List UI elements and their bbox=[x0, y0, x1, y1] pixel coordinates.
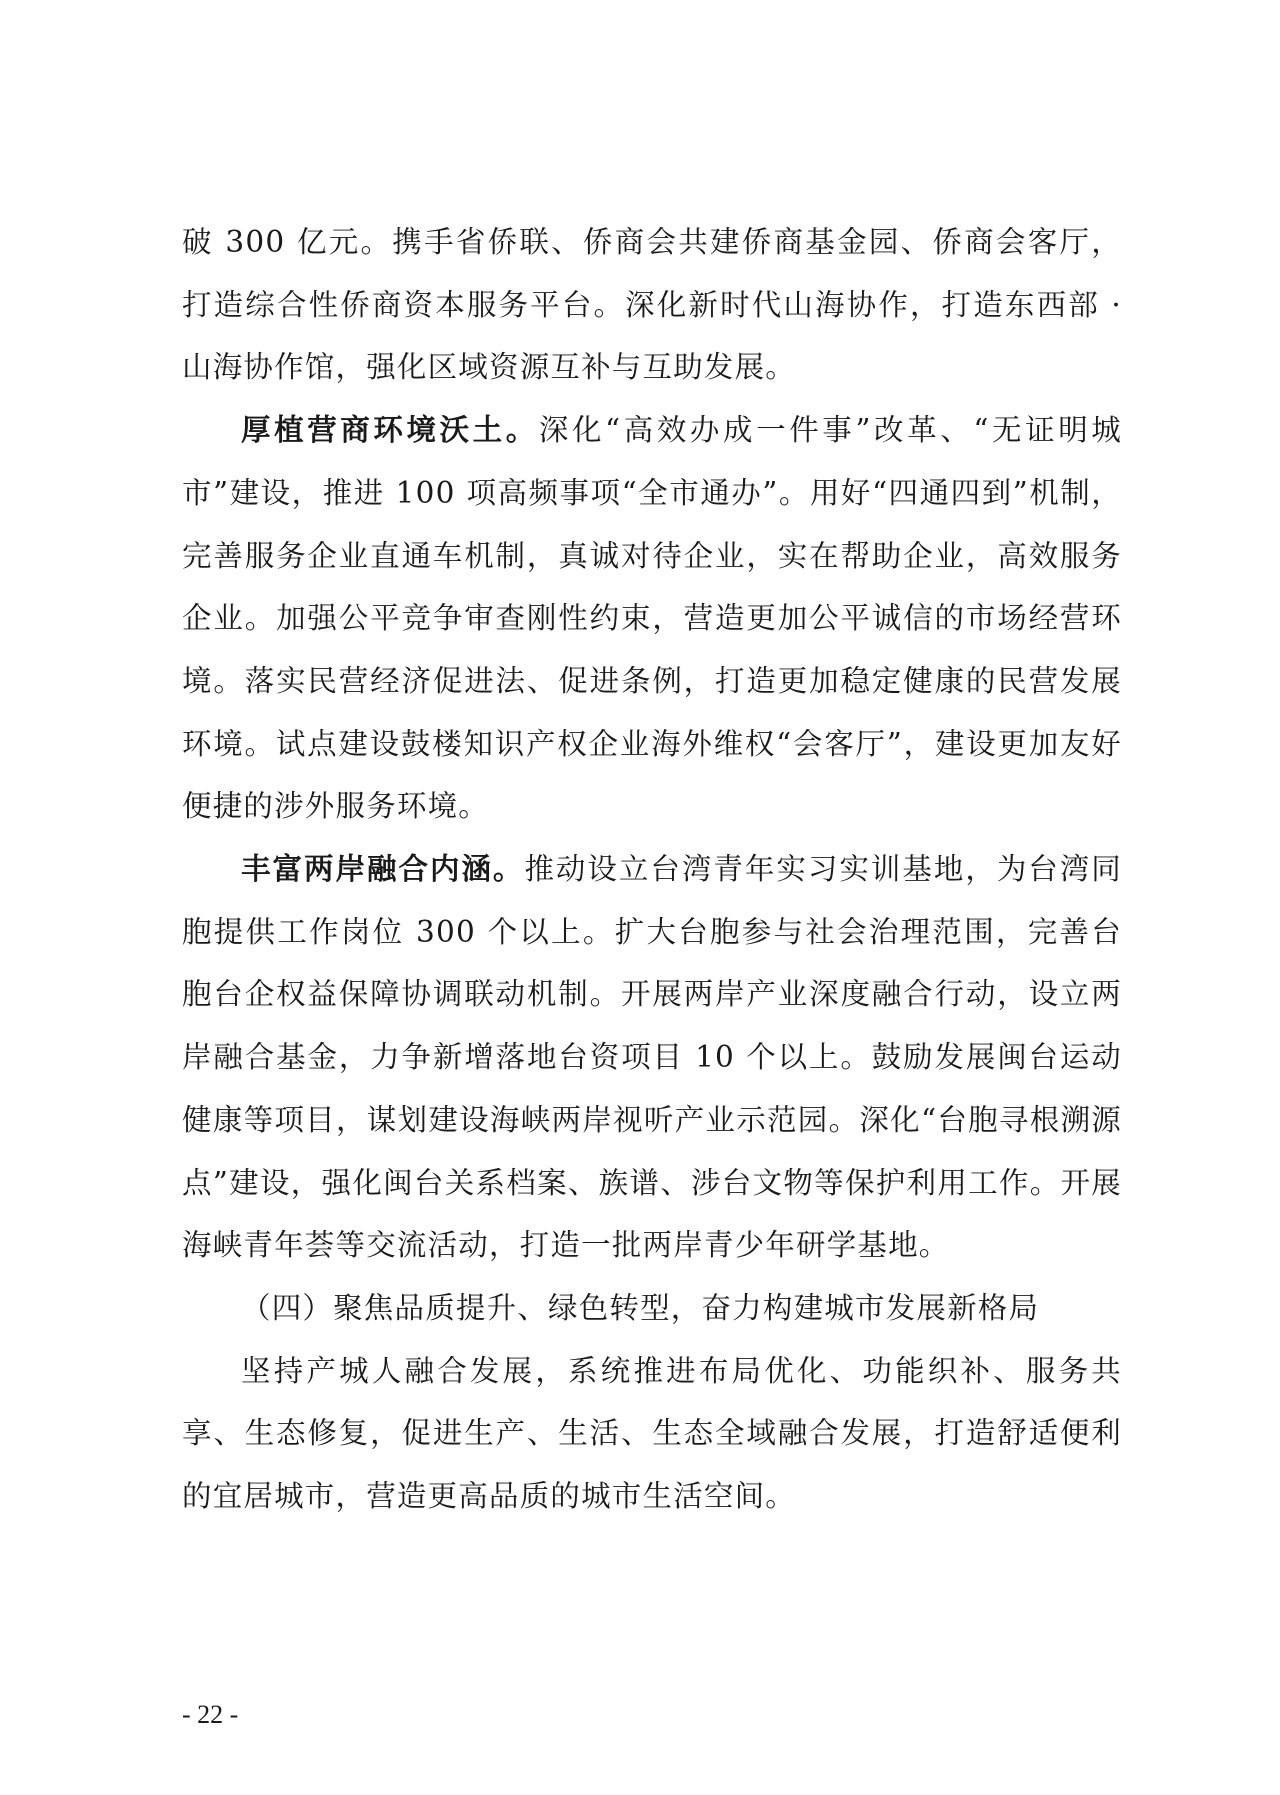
document-body bbox=[182, 211, 1122, 1528]
paragraph-cross-strait bbox=[182, 838, 1122, 1277]
paragraph-text: 推动设立台湾青年实习实训基地，为台湾同胞提供工作岗位 300 个以上。扩大台胞参与社会治理范围，完善台胞台企权益保障协调联动机制。开展两岸产业深度融合行动，设立两岸融合基金，力争新增落地台资项目 10 个以上。鼓励发展闽台运动健康等项目，谋划建设海峡两岸视听产业示范园。深化“台胞寻根溯源点”建设，强化闽台关系档案、族谱、涉台文物等保护利用工作。开展海峡青年荟等交流活动，打造一批两岸青少年研学基地。 bbox=[182, 852, 1122, 1263]
page-number: - 22 - bbox=[182, 1700, 239, 1729]
paragraph-continuation bbox=[182, 211, 1122, 399]
paragraph-text: 深化“高效办成一件事”改革、“无证明城市”建设，推进 100 项高频事项“全市通办”。用好“四通四到”机制，完善服务企业直通车机制，真诚对待企业，实在帮助企业，高效服务企业。加强公平竞争审查刚性约束，营造更加公平诚信的市场经营环境。落实民营经济促进法、促进条例，打造更加稳定健康的民营发展环境。试点建设鼓楼知识产权企业海外维权“会客厅”，建设更加友好便捷的涉外服务环境。 bbox=[182, 413, 1122, 824]
section-intro-paragraph: 坚持产城人融合发展，系统推进布局优化、功能织补、服务共享、生态修复，促进生产、生活、生态全域融合发展，打造舒适便利的宜居城市，营造更高品质的城市生活空间。 bbox=[182, 1353, 1122, 1514]
paragraph-lead-heading: 厚植营商环境沃土。 bbox=[241, 413, 539, 448]
paragraph-text: 破 300 亿元。携手省侨联、侨商会共建侨商基金园、侨商会客厅，打造综合性侨商资本服务平台。深化新时代山海协作，打造东西部 · 山海协作馆，强化区域资源互补与互助发展。 bbox=[182, 225, 1122, 385]
paragraph-business-environment bbox=[182, 399, 1122, 838]
paragraph-lead-heading: 丰富两岸融合内涵。 bbox=[241, 852, 525, 887]
section-heading: （四）聚焦品质提升、绿色转型，奋力构建城市发展新格局 bbox=[241, 1290, 1040, 1325]
